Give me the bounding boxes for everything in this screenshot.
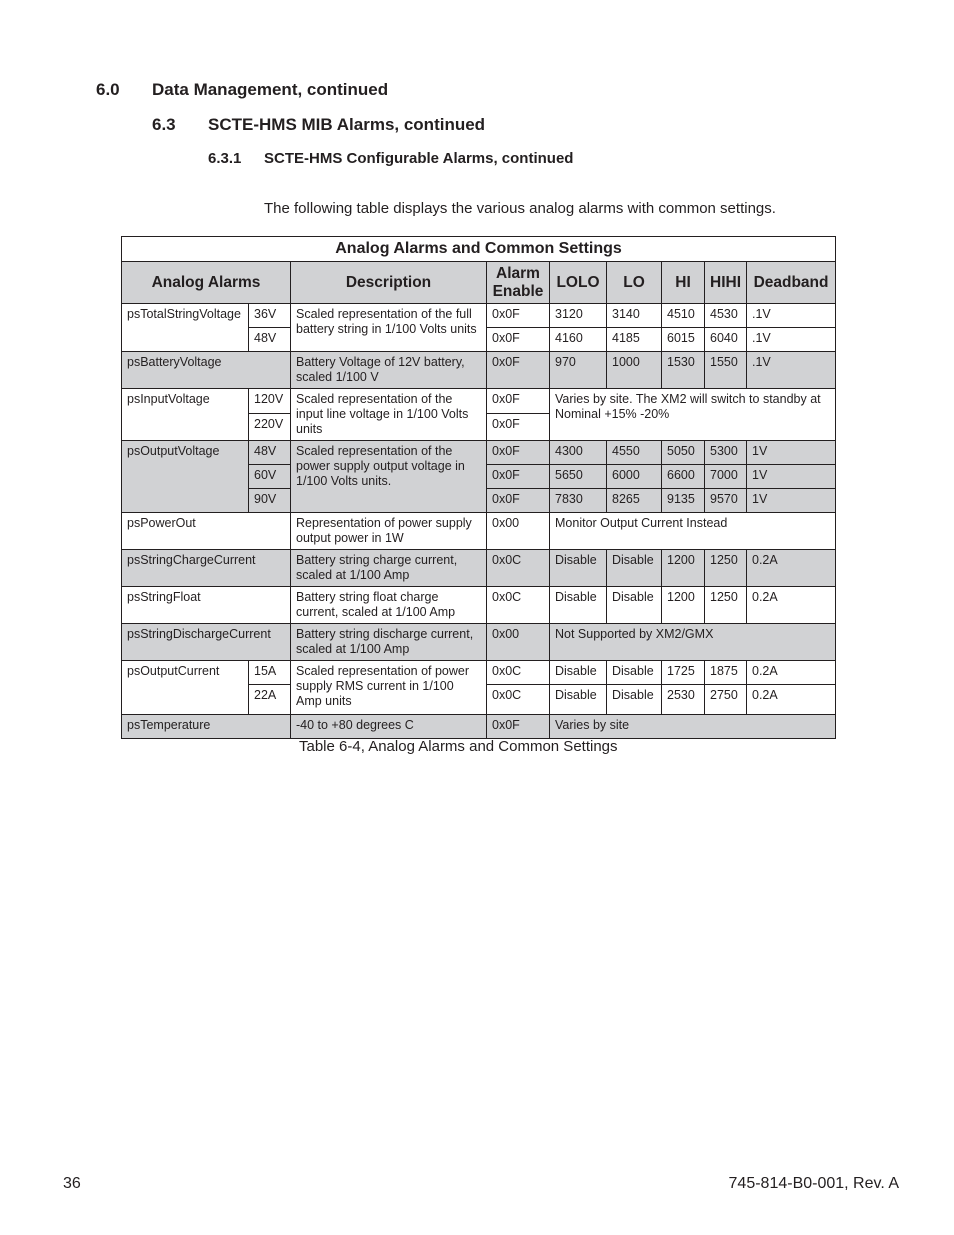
hi-cell: 1725	[662, 661, 705, 685]
variant-cell: 36V	[249, 304, 291, 328]
alarm-name: psInputVoltage	[122, 389, 249, 441]
lo-cell: 4185	[607, 328, 662, 352]
hi-cell: 1200	[662, 587, 705, 624]
lo-cell: Disable	[607, 661, 662, 685]
lo-cell: 6000	[607, 465, 662, 489]
table-title: Analog Alarms and Common Settings	[122, 237, 836, 262]
hi-cell: 2530	[662, 685, 705, 715]
analog-alarms-table	[121, 236, 836, 739]
variant-cell: 48V	[249, 441, 291, 465]
section-number: 6.0	[96, 80, 120, 99]
alarm-name: psStringDischargeCurrent	[122, 624, 291, 661]
enable-cell: 0x0F	[487, 352, 550, 389]
hihi-cell: 7000	[705, 465, 747, 489]
alarm-name: psTotalStringVoltage	[122, 304, 249, 352]
alarm-name: psBatteryVoltage	[122, 352, 291, 389]
header-lolo: LOLO	[550, 262, 607, 304]
table-row	[122, 352, 836, 389]
table-row	[122, 550, 836, 587]
header-hihi: HIHI	[705, 262, 747, 304]
note-cell: Varies by site. The XM2 will switch to standby at Nominal +15% -20%	[550, 389, 836, 441]
table-header-row	[122, 262, 836, 304]
enable-cell: 0x0C	[487, 550, 550, 587]
deadband-cell: .1V	[747, 304, 836, 328]
hihi-cell: 9570	[705, 489, 747, 513]
note-cell: Varies by site	[550, 715, 836, 739]
description-cell: Battery string discharge current, scaled at 1/100 Amp	[291, 624, 487, 661]
alarm-name: psStringFloat	[122, 587, 291, 624]
subsection-title: SCTE-HMS MIB Alarms, continued	[208, 115, 486, 134]
lo-cell: Disable	[607, 685, 662, 715]
alarm-name: psPowerOut	[122, 513, 291, 550]
table-row	[122, 441, 836, 465]
enable-cell: 0x0F	[487, 304, 550, 328]
lolo-cell: 5650	[550, 465, 607, 489]
hihi-cell: 1550	[705, 352, 747, 389]
table-row	[122, 389, 836, 414]
enable-cell: 0x0F	[487, 715, 550, 739]
description-cell: Scaled representation of the full battery string in 1/100 Volts units	[291, 304, 487, 352]
section-title: Data Management, continued	[152, 80, 389, 99]
lolo-cell: 3120	[550, 304, 607, 328]
alarm-name: psTemperature	[122, 715, 291, 739]
variant-cell: 220V	[249, 413, 291, 440]
lo-cell: Disable	[607, 587, 662, 624]
hi-cell: 5050	[662, 441, 705, 465]
variant-cell: 48V	[249, 328, 291, 352]
lolo-cell: Disable	[550, 550, 607, 587]
lolo-cell: Disable	[550, 661, 607, 685]
description-cell: -40 to +80 degrees C	[291, 715, 487, 739]
enable-cell: 0x0F	[487, 489, 550, 513]
subsubsection-number: 6.3.1	[208, 150, 242, 167]
header-description: Description	[291, 262, 487, 304]
table-title-row	[122, 237, 836, 262]
lolo-cell: 4300	[550, 441, 607, 465]
table-row	[122, 587, 836, 624]
description-cell: Scaled representation of power supply RMS current in 1/100 Amp units	[291, 661, 487, 715]
enable-cell: 0x0C	[487, 587, 550, 624]
lo-cell: 4550	[607, 441, 662, 465]
header-lo: LO	[607, 262, 662, 304]
lolo-cell: 970	[550, 352, 607, 389]
description-cell: Scaled representation of the input line voltage in 1/100 Volts units	[291, 389, 487, 441]
intro-paragraph: The following table displays the various analog alarms with common settings.	[264, 200, 776, 217]
description-cell: Scaled representation of the power supply output voltage in 1/100 Volts units.	[291, 441, 487, 513]
table-row	[122, 304, 836, 328]
deadband-cell: 0.2A	[747, 661, 836, 685]
hihi-cell: 4530	[705, 304, 747, 328]
lo-cell: 3140	[607, 304, 662, 328]
hi-cell: 1530	[662, 352, 705, 389]
note-cell: Monitor Output Current Instead	[550, 513, 836, 550]
note-cell: Not Supported by XM2/GMX	[550, 624, 836, 661]
lolo-cell: Disable	[550, 587, 607, 624]
section-heading	[96, 80, 388, 100]
hihi-cell: 2750	[705, 685, 747, 715]
enable-cell: 0x00	[487, 513, 550, 550]
hihi-cell: 6040	[705, 328, 747, 352]
subsubsection-heading	[208, 150, 573, 167]
page-number: 36	[63, 1175, 81, 1192]
hihi-cell: 1250	[705, 550, 747, 587]
lolo-cell: 7830	[550, 489, 607, 513]
header-deadband: Deadband	[747, 262, 836, 304]
header-analog-alarms: Analog Alarms	[122, 262, 291, 304]
table-caption: Table 6-4, Analog Alarms and Common Settings	[299, 738, 618, 755]
variant-cell: 15A	[249, 661, 291, 685]
variant-cell: 22A	[249, 685, 291, 715]
description-cell: Battery Voltage of 12V battery, scaled 1/100 V	[291, 352, 487, 389]
lo-cell: Disable	[607, 550, 662, 587]
enable-cell: 0x0C	[487, 685, 550, 715]
alarm-name: psOutputCurrent	[122, 661, 249, 715]
hi-cell: 4510	[662, 304, 705, 328]
subsubsection-title: SCTE-HMS Configurable Alarms, continued	[264, 150, 574, 167]
table-row	[122, 661, 836, 685]
lo-cell: 1000	[607, 352, 662, 389]
enable-cell: 0x0F	[487, 441, 550, 465]
enable-cell: 0x0F	[487, 389, 550, 414]
enable-cell: 0x0F	[487, 465, 550, 489]
enable-cell: 0x0F	[487, 328, 550, 352]
alarm-name: psStringChargeCurrent	[122, 550, 291, 587]
hi-cell: 1200	[662, 550, 705, 587]
deadband-cell: 0.2A	[747, 550, 836, 587]
table-row	[122, 715, 836, 739]
document-number: 745-814-B0-001, Rev. A	[728, 1175, 899, 1192]
lolo-cell: 4160	[550, 328, 607, 352]
deadband-cell: .1V	[747, 352, 836, 389]
alarm-name: psOutputVoltage	[122, 441, 249, 513]
description-cell: Battery string charge current, scaled at 1/100 Amp	[291, 550, 487, 587]
description-cell: Battery string float charge current, scaled at 1/100 Amp	[291, 587, 487, 624]
description-cell: Representation of power supply output power in 1W	[291, 513, 487, 550]
deadband-cell: 1V	[747, 441, 836, 465]
table-row	[122, 624, 836, 661]
lo-cell: 8265	[607, 489, 662, 513]
hi-cell: 6600	[662, 465, 705, 489]
hi-cell: 9135	[662, 489, 705, 513]
deadband-cell: 0.2A	[747, 587, 836, 624]
enable-cell: 0x00	[487, 624, 550, 661]
lolo-cell: Disable	[550, 685, 607, 715]
hihi-cell: 1875	[705, 661, 747, 685]
subsection-number: 6.3	[152, 115, 176, 134]
variant-cell: 90V	[249, 489, 291, 513]
variant-cell: 120V	[249, 389, 291, 414]
subsection-heading	[152, 115, 485, 135]
hihi-cell: 5300	[705, 441, 747, 465]
deadband-cell: .1V	[747, 328, 836, 352]
hihi-cell: 1250	[705, 587, 747, 624]
hi-cell: 6015	[662, 328, 705, 352]
enable-cell: 0x0C	[487, 661, 550, 685]
table-row	[122, 513, 836, 550]
enable-cell: 0x0F	[487, 413, 550, 440]
deadband-cell: 0.2A	[747, 685, 836, 715]
deadband-cell: 1V	[747, 489, 836, 513]
variant-cell: 60V	[249, 465, 291, 489]
deadband-cell: 1V	[747, 465, 836, 489]
header-alarm-enable: Alarm Enable	[487, 262, 550, 304]
header-hi: HI	[662, 262, 705, 304]
